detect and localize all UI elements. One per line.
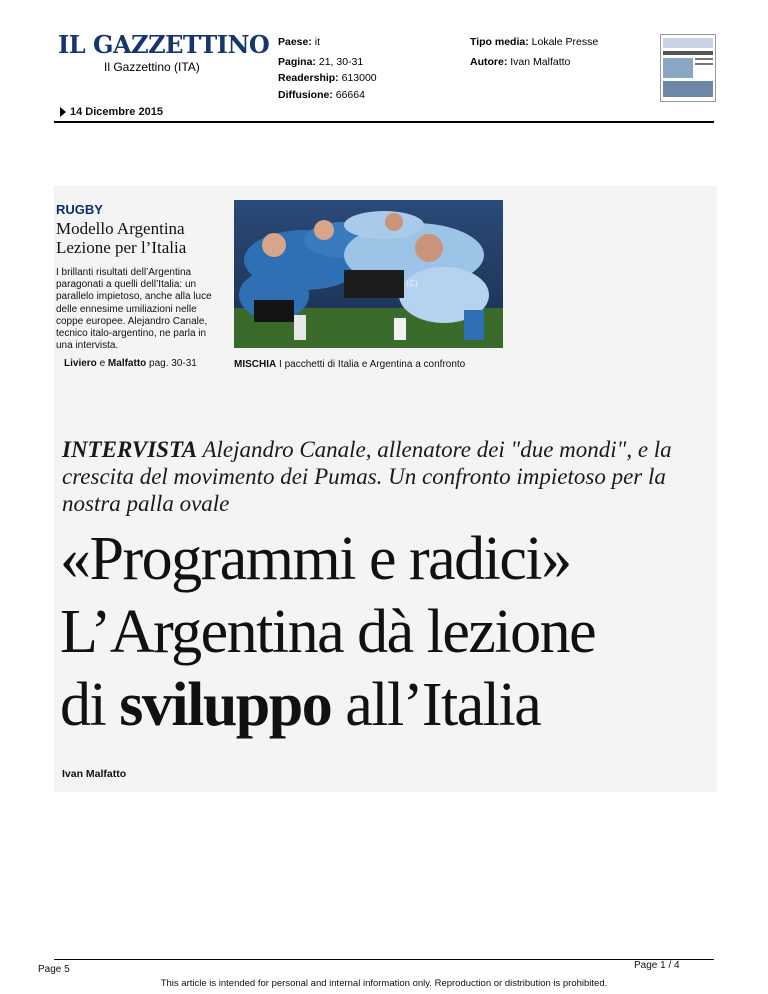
newspaper-logo: IL GAZZETTINO: [58, 30, 270, 59]
headline-line3-pre: di: [60, 671, 106, 739]
caption-text: I pacchetti di Italia e Argentina a confronto: [279, 359, 466, 370]
teaser-headline: [56, 219, 231, 257]
headline-line1: «Programmi e radici»: [60, 525, 571, 593]
subhead-kicker: INTERVISTA: [62, 437, 198, 462]
scrum-photo-image: [234, 200, 503, 348]
headline-line3-post: all’Italia: [345, 671, 541, 739]
ref-author2: Malfatto: [107, 358, 147, 369]
meta-readership-value: 613000: [341, 72, 377, 84]
ref-pages: pag. 30-31: [149, 358, 197, 369]
meta-tipo-media: [470, 36, 598, 48]
headline-line3: [60, 669, 720, 742]
publication-date-text: 14 Dicembre 2015: [70, 106, 163, 118]
subhead-text: Alejandro Canale, allenatore dei "due mondi", e la crescita del movimento dei Pumas. Un confronto impietoso per la nostra palla ovale: [62, 437, 672, 516]
triangle-right-icon: [60, 107, 66, 117]
teaser-headline-line1: Modello Argentina: [56, 219, 185, 238]
headline-line3-bold: sviluppo: [119, 671, 332, 739]
article-subheadline: [62, 436, 714, 517]
footer-divider: [54, 959, 714, 960]
meta-diffusione: [278, 89, 365, 101]
teaser-text: I brillanti risultati dell’Argentina paragonati a quelli dell’Italia: un parallelo impietoso, anche alla luce delle ennesime umiliazioni nelle coppe europee. Alejandro Canale, tecnico italo-argentino, ne parla in una intervista.: [56, 267, 212, 352]
meta-tipo-label: Tipo media:: [470, 36, 529, 48]
ref-conj: e: [99, 358, 106, 369]
section-kicker: RUGBY: [56, 202, 103, 217]
meta-readership: [278, 72, 377, 84]
meta-pagina-value: 21, 30-31: [318, 56, 364, 68]
header-divider: [54, 121, 714, 123]
footer-disclaimer: This article is intended for personal and internal information only. Reproduction or distribution is prohibited.: [160, 978, 608, 989]
publication-date: [60, 106, 163, 118]
meta-diffusione-label: Diffusione:: [278, 89, 333, 101]
photo-caption: [234, 359, 465, 370]
front-page-thumbnail: [660, 34, 716, 102]
ref-author1: Liviero: [64, 358, 97, 369]
meta-autore: [470, 56, 570, 68]
meta-paese-value: it: [314, 36, 321, 48]
scrum-photo: [234, 200, 503, 348]
meta-autore-label: Autore:: [470, 56, 508, 68]
meta-pagina-label: Pagina:: [278, 56, 316, 68]
meta-pagina: [278, 56, 363, 68]
photo-watermark: (C): [406, 279, 418, 288]
page-number-left: Page 5: [38, 964, 70, 975]
meta-paese-label: Paese:: [278, 36, 312, 48]
newspaper-name: Il Gazzettino (ITA): [104, 60, 200, 74]
meta-autore-value: Ivan Malfatto: [510, 56, 571, 68]
teaser-headline-line2: Lezione per l’Italia: [56, 238, 187, 257]
teaser-page-reference: [64, 358, 197, 369]
meta-diffusione-value: 66664: [335, 89, 365, 101]
meta-readership-label: Readership:: [278, 72, 339, 84]
page-count: Page 1 / 4: [634, 960, 680, 971]
caption-label: MISCHIA: [234, 359, 277, 370]
meta-paese: [278, 36, 320, 48]
article-author: Ivan Malfatto: [62, 768, 127, 780]
article-headline: [60, 523, 720, 742]
meta-tipo-value: Lokale Presse: [531, 36, 599, 48]
headline-line2: L’Argentina dà lezione: [60, 598, 596, 666]
